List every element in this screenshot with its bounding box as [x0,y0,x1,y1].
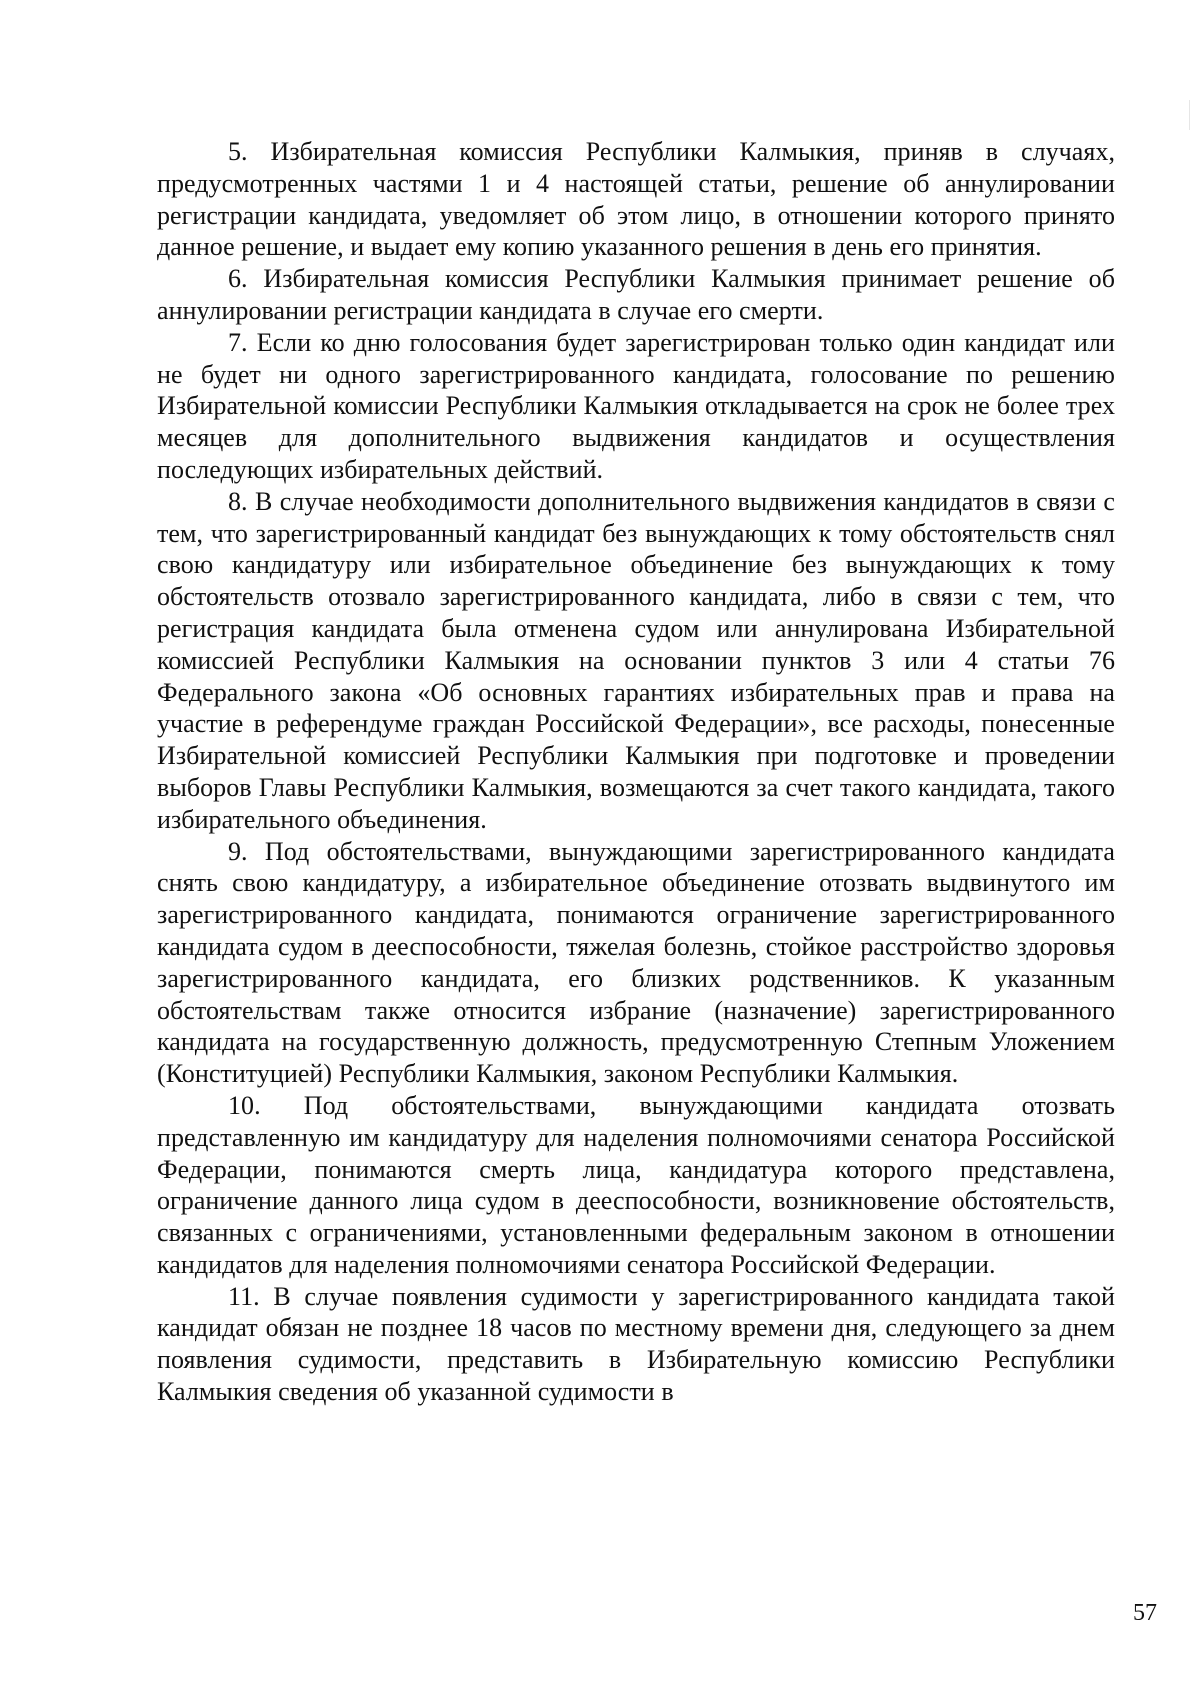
paragraph-8: 8. В случае необходимости дополнительного выдвижения кандидатов в связи с тем, что зарегистрированный кандидат без вынуждающих к тому обстоятельств снял свою кандидатуру или избирательное объединение без вынуждающих к тому обстоятельств отозвало зарегистрированного кандидата, либо в связи с тем, что регистрация кандидата была отменена судом или аннулирована Избирательной комиссией Республики Калмыкия на основании пунктов 3 или 4 статьи 76 Федерального закона «Об основных гарантиях избирательных прав и права на участие в референдуме граждан Российской Федерации», все расходы, понесенные Избирательной комиссией Республики Калмыкия при подготовке и проведении выборов Главы Республики Калмыкия, возмещаются за счет такого кандидата, такого избирательного объединения. [157,486,1115,834]
paragraph-7: 7. Если ко дню голосования будет зарегистрирован только один кандидат или не будет ни одного зарегистрированного кандидата, голосование по решению Избирательной комиссии Республики Калмыкия откладывается на срок не более трех месяцев для дополнительного выдвижения кандидатов и осуществления последующих избирательных действий. [157,327,1115,484]
paragraph-9: 9. Под обстоятельствами, вынуждающими зарегистрированного кандидата снять свою кандидатуру, а избирательное объединение отозвать выдвинутого им зарегистрированного кандидата, понимаются ограничение зарегистрированного кандидата судом в дееспособности, тяжелая болезнь, стойкое расстройство здоровья зарегистрированного кандидата, его близких родственников. К указанным обстоятельствам также относится избрание (назначение) зарегистрированного кандидата на государственную должность, предусмотренную Степным Уложением (Конституцией) Республики Калмыкия, законом Республики Калмыкия. [157,836,1115,1089]
document-body [157,136,1115,1408]
paragraph-11: 11. В случае появления судимости у зарегистрированного кандидата такой кандидат обязан не позднее 18 часов по местному времени дня, следующего за днем появления судимости, представить в Избирательную комиссию Республики Калмыкия сведения об указанной судимости в [157,1281,1115,1407]
scan-edge-mark [1189,100,1190,130]
paragraph-5: 5. Избирательная комиссия Республики Калмыкия, приняв в случаях, предусмотренных частями 1 и 4 настоящей статьи, решение об аннулировании регистрации кандидата, уведомляет об этом лицо, в отношении которого принято данное решение, и выдает ему копию указанного решения в день его принятия. [157,137,1115,262]
paragraph-6: 6. Избирательная комиссия Республики Калмыкия принимает решение об аннулировании регистрации кандидата в случае его смерти. [157,264,1115,325]
paragraph-10: 10. Под обстоятельствами, вынуждающими кандидата отозвать представленную им кандидатуру для наделения полномочиями сенатора Российской Федерации, понимаются смерть лица, кандидатура которого представлена, ограничение данного лица судом в дееспособности, возникновение обстоятельств, связанных с ограничениями, установленными федеральным законом в отношении кандидатов для наделения полномочиями сенатора Российской Федерации. [157,1090,1115,1279]
page-number: 57 [1133,1600,1157,1626]
